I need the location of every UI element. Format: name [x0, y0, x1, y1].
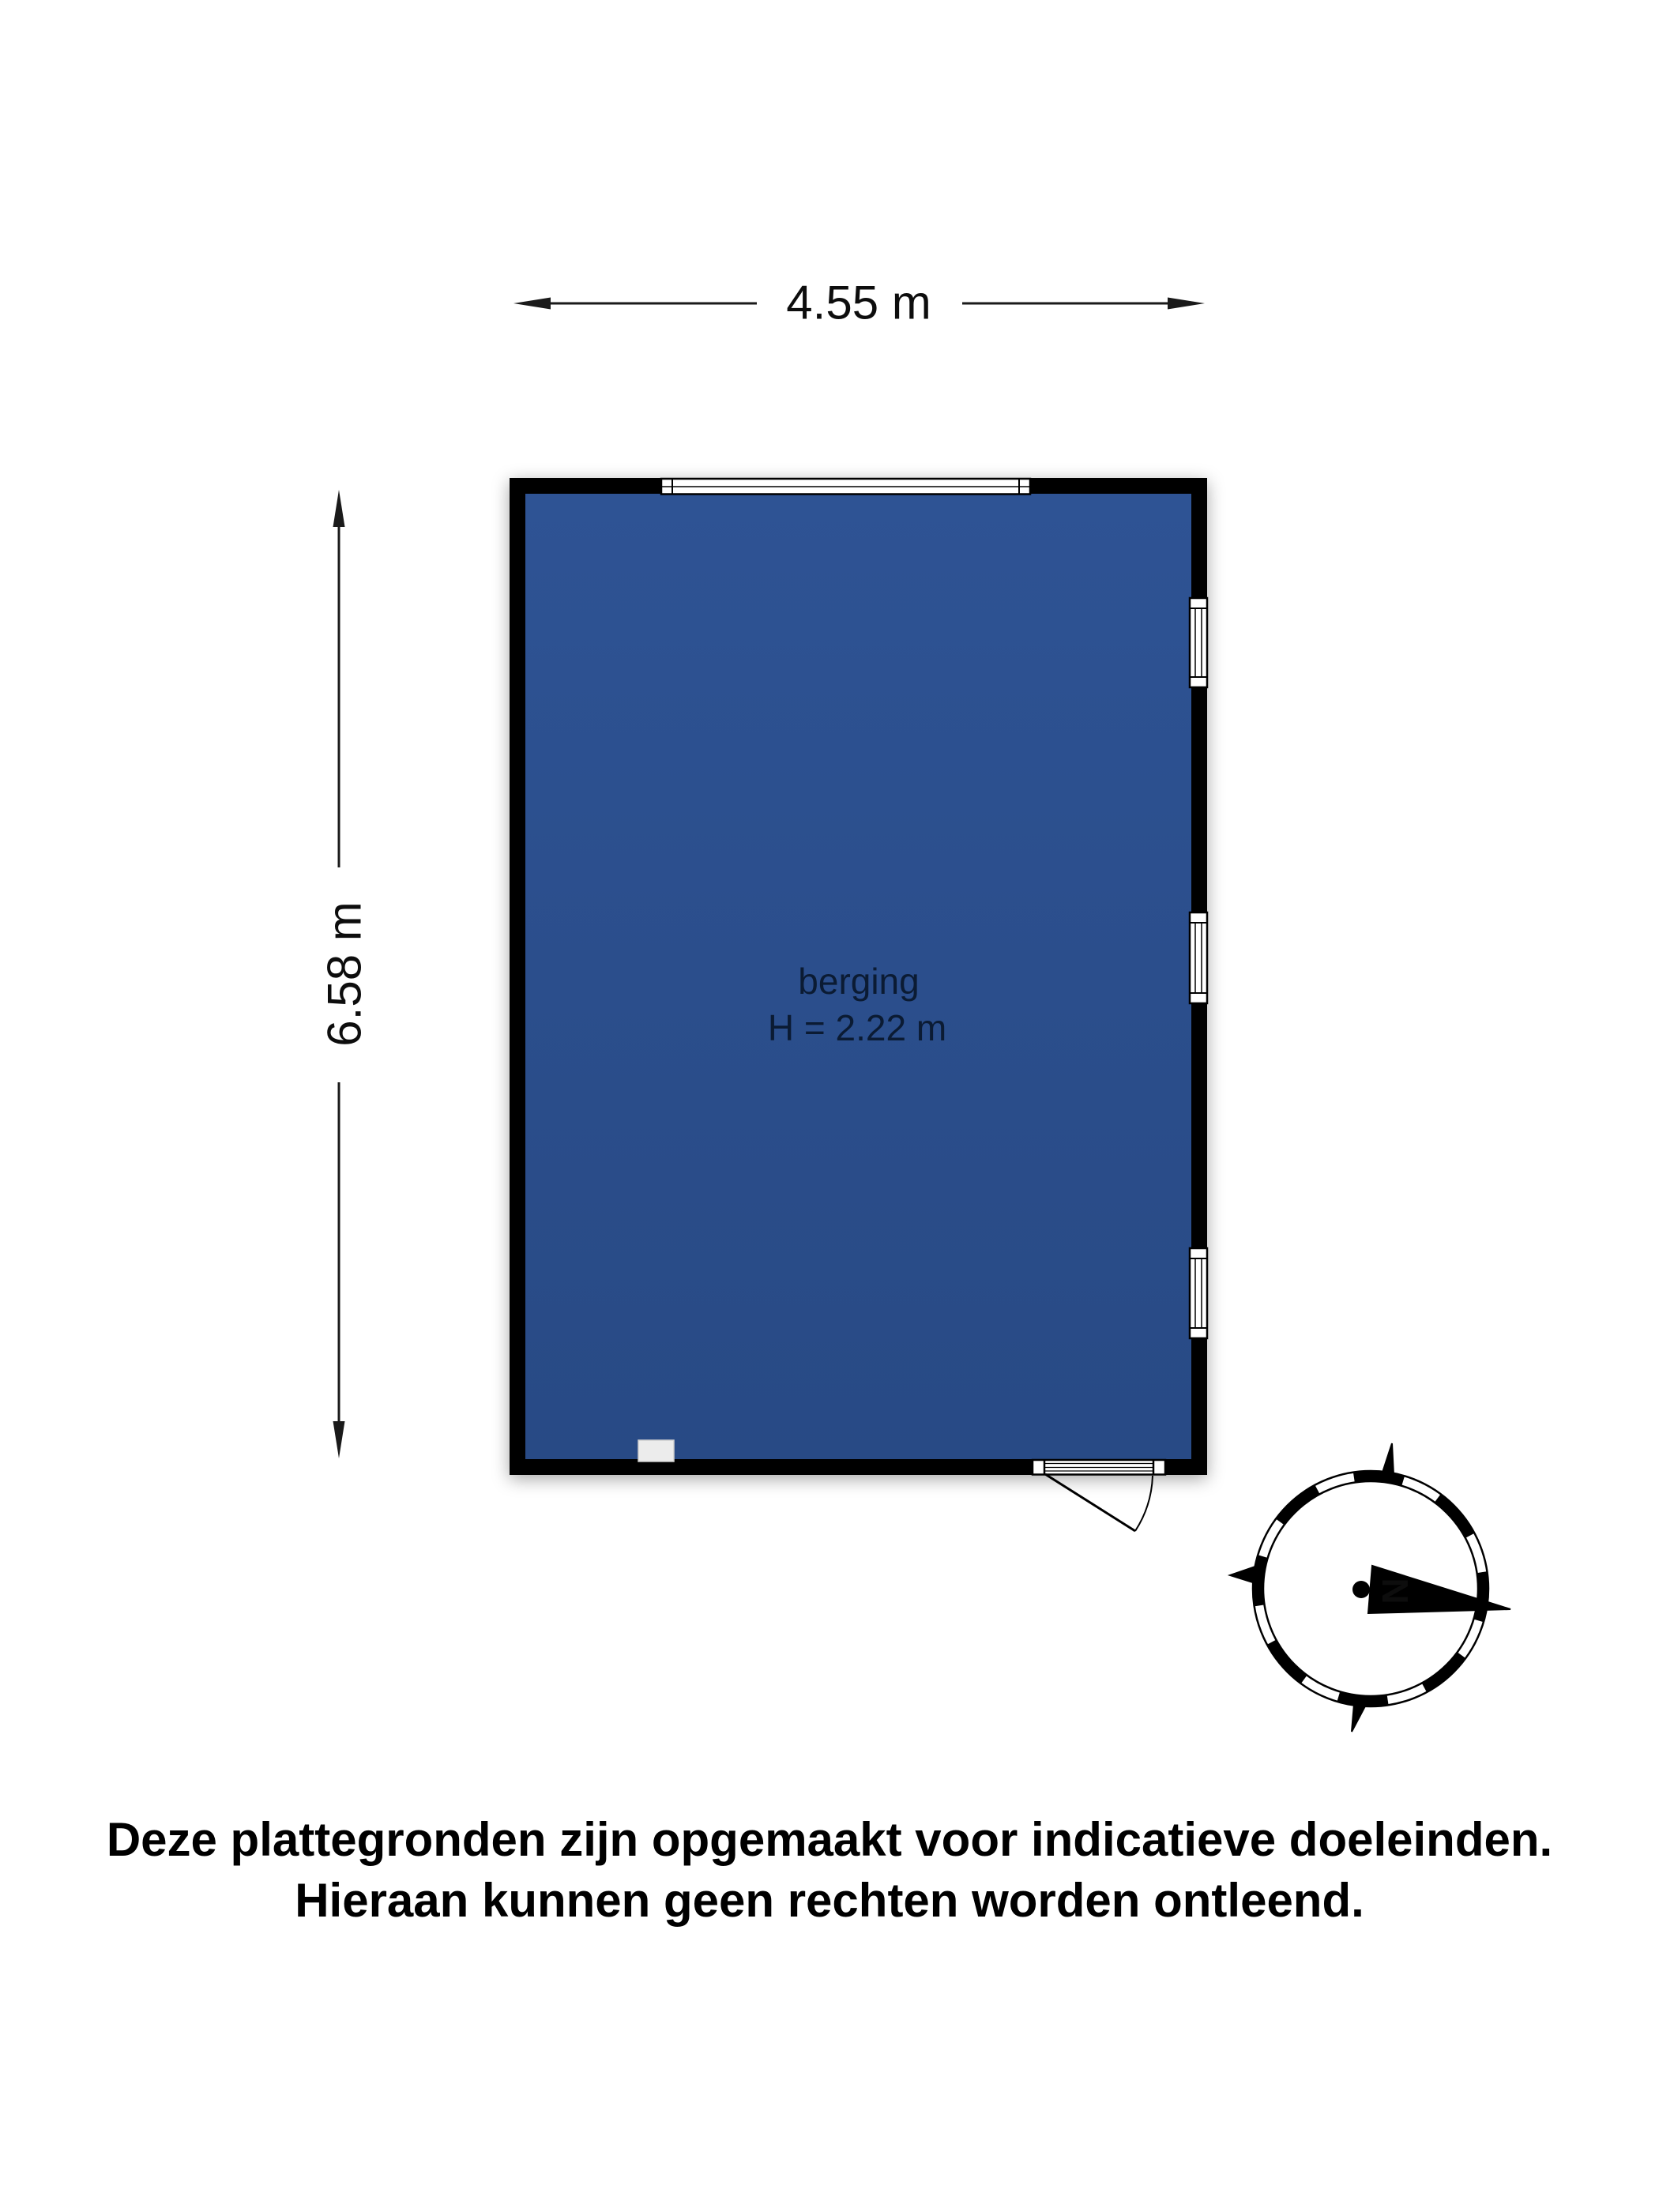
width-dimension-label: 4.55 m [786, 276, 931, 329]
compass-spike-bottom [1352, 1702, 1367, 1732]
room-ceiling-height: H = 2.22 m [767, 1007, 947, 1048]
compass-spike-left [1230, 1567, 1258, 1584]
compass-rose [1230, 1443, 1510, 1732]
top-wall-window [661, 479, 1030, 495]
door-leaf [1045, 1474, 1135, 1531]
compass-north-label: N [1375, 1578, 1416, 1604]
height-dimension-label: 6.58 m [318, 901, 371, 1047]
disclaimer-line2: Hieraan kunnen geen rechten worden ontleend. [295, 1874, 1364, 1927]
compass-center-dot [1352, 1581, 1370, 1598]
disclaimer-line1: Deze plattegronden zijn opgemaakt voor indicatieve doeleinden. [106, 1813, 1553, 1866]
right-wall-window-1 [1190, 598, 1207, 687]
compass-spike-top [1381, 1443, 1394, 1477]
utility-box [638, 1440, 674, 1462]
right-wall-window-3 [1190, 1248, 1207, 1338]
room-name: berging [798, 961, 920, 1002]
door-swing-arc [1135, 1476, 1153, 1531]
right-wall-window-2 [1190, 912, 1207, 1003]
disclaimer [0, 1809, 1659, 1931]
exterior-door [1033, 1460, 1165, 1531]
